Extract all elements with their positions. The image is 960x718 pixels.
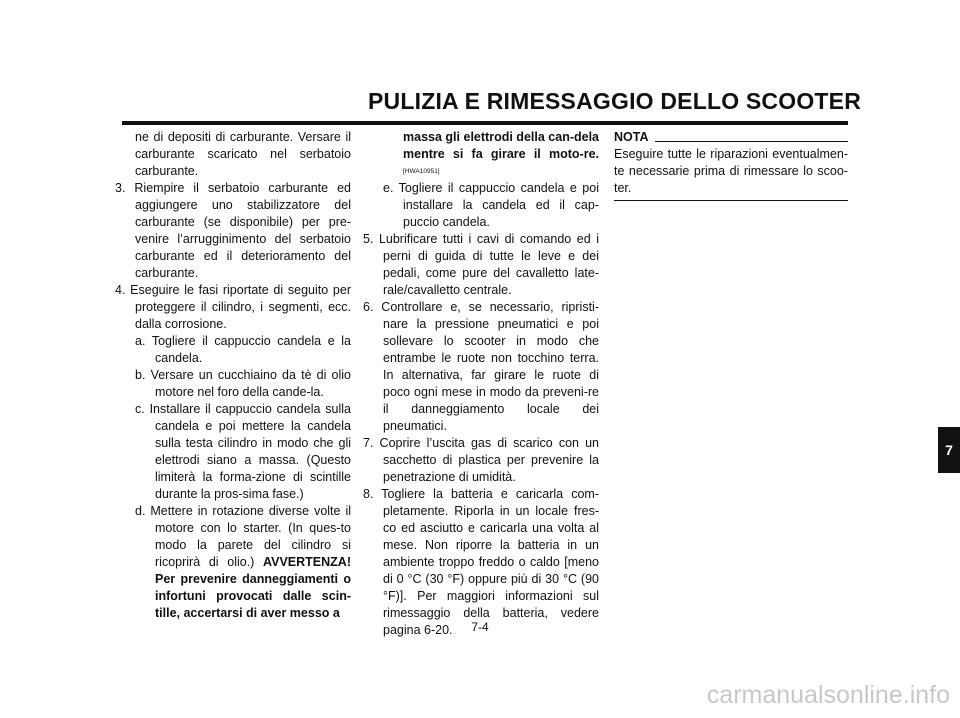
list-item-3: 3. Riempire il serbatoio carburante ed aggiungere uno stabilizzatore del carburante (se disponibile) per pre-venire l’arrugginimento del serbatoio carburante ed il deterioramento del carburante. — [115, 181, 351, 280]
title-rule — [122, 121, 848, 125]
sub-item-d-text: d. Mettere in rotazione diverse volte il motore con lo starter. (In ques-to modo la parete del cilindro si ricoprirà di olio.) — [135, 504, 351, 569]
warning-continuation — [363, 129, 599, 180]
sub-item-b: b. Versare un cucchiaino da tè di olio motore nel foro della cande-la. — [135, 368, 351, 399]
note-end-rule — [614, 200, 848, 201]
sub-item-d — [115, 503, 351, 622]
text-column-2 — [363, 129, 599, 639]
watermark: carmanualsonline.info — [706, 681, 950, 709]
list-item-6: 6. Controllare e, se necessario, ripristi-nare la pressione pneumatici e poi sollevare lo scooter in modo che entrambe le ruote non tocchino terra. In alternativa, far girare le ruote di poco ogni mese in modo da preveni-re il danneggiamento locale dei pneumatici. — [363, 300, 599, 434]
warning-text: AVVERTENZA! Per prevenire danneggiamenti o infortuni provocati dalle scin-tille, accertarsi di aver messo a — [155, 555, 351, 620]
chapter-tab: 7 — [938, 427, 960, 473]
paragraph-continuation: ne di depositi di carburante. Versare il carburante scaricato nel serbatoio carburante. — [135, 130, 351, 178]
warning-text-cont: massa gli elettrodi della can-dela mentre si fa girare il moto-re. — [403, 130, 599, 161]
note-rule — [655, 141, 849, 142]
sub-item-e: e. Togliere il cappuccio candela e poi installare la candela ed il cap-puccio candela. — [383, 181, 599, 230]
note-text: Eseguire tutte le riparazioni eventualmen-te necessarie prima di rimessare lo scoo-ter. — [614, 147, 848, 195]
warning-code: [HWA10951] — [403, 168, 440, 176]
list-item-7: 7. Coprire l’uscita gas di scarico con un sacchetto di plastica per prevenire la penetrazione di umidità. — [363, 436, 599, 485]
list-item-5: 5. Lubrificare tutti i cavi di comando ed i perni di guida di tutte le leve e dei pedali, come pure del cavalletto late-rale/cavalletto centrale. — [363, 232, 599, 298]
text-column-1 — [115, 129, 351, 622]
note-box — [614, 129, 848, 201]
note-label: NOTA — [614, 130, 649, 144]
note-header — [614, 129, 848, 146]
sub-item-a: a. Togliere il cappuccio candela e la candela. — [135, 334, 351, 365]
sub-item-c: c. Installare il cappuccio candela sulla candela e poi mettere la candela sulla testa cilindro in modo che gli elettrodi siano a massa. (Questo limiterà la forma-zione di scintille durante la pros-sima fase.) — [135, 402, 351, 501]
list-item-8: 8. Togliere la batteria e caricarla com-pletamente. Riporla in un locale fres-co ed asciutto e caricarla una volta al mese. Non riporre la batteria in un ambiente troppo freddo o caldo [meno di 0 °C (30 °F) oppure più di 30 °C (90 °F)]. Per maggiori informazioni sul rimessaggio della batteria, vedere pagina 6-20. — [363, 487, 599, 638]
list-item-4: 4. Eseguire le fasi riportate di seguito per proteggere il cilindro, i segmenti, ecc. dalla corrosione. — [115, 283, 351, 331]
page-title: PULIZIA E RIMESSAGGIO DELLO SCOOTER — [368, 88, 862, 114]
page-number: 7-4 — [471, 620, 489, 634]
